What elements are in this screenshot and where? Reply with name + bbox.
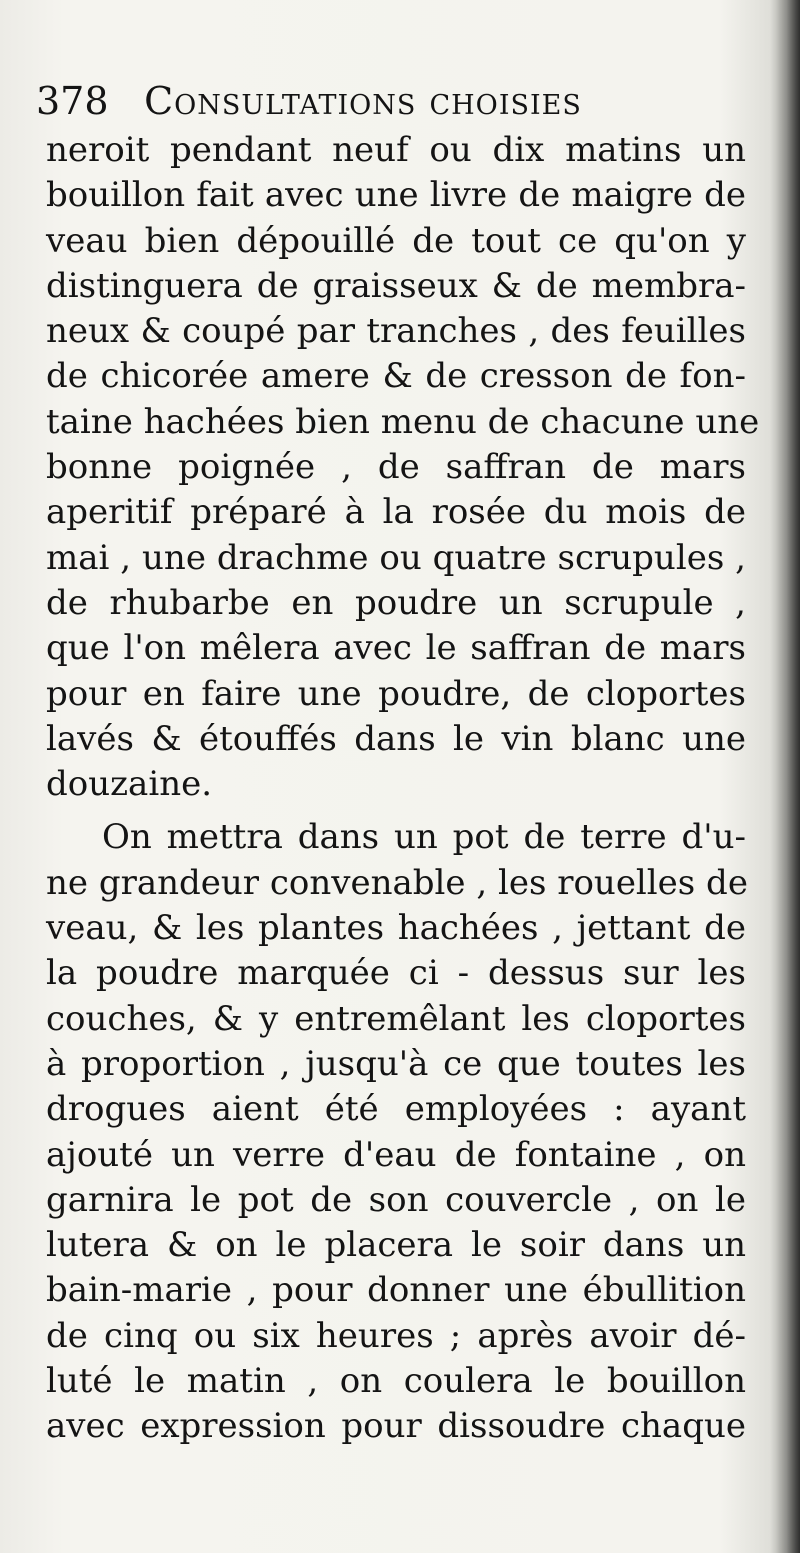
text-line: garnira le pot de son couvercle , on le <box>46 1179 746 1220</box>
text-line: de rhubarbe en poudre un scrupule , <box>46 582 746 623</box>
text-line: taine hachées bien menu de chacune une <box>46 401 760 442</box>
paragraph-2 <box>46 815 746 1449</box>
page-header <box>36 76 736 126</box>
text-line: bain-marie , pour donner une ébullition <box>46 1270 746 1311</box>
text-line: avec expression pour dissoudre chaque <box>46 1406 746 1447</box>
text-line: de chicorée amere & de cresson de fon- <box>46 356 746 397</box>
text-line: neroit pendant neuf ou dix matins un <box>46 130 746 170</box>
text-line: la poudre marquée ci - dessus sur les <box>46 953 746 994</box>
text-line: que l'on mêlera avec le saffran de mars <box>46 628 746 669</box>
text-line: aperitif préparé à la rosée du mois de <box>46 492 746 533</box>
text-line: luté le matin , on coulera le bouillon <box>46 1361 746 1402</box>
text-line: ajouté un verre d'eau de fontaine , on <box>46 1134 746 1175</box>
text-line: veau bien dépouillé de tout ce qu'on y <box>46 220 746 261</box>
text-line: de cinq ou six heures ; après avoir dé- <box>46 1315 746 1356</box>
running-title: Consultations choisies <box>144 79 582 123</box>
page-number: 378 <box>36 79 109 123</box>
paragraph-1 <box>46 128 760 807</box>
text-line: veau, & les plantes hachées , jettant de <box>46 908 746 949</box>
paragraph-gap <box>46 807 746 815</box>
text-line: On mettra dans un pot de terre d'u- <box>102 817 746 858</box>
text-line: à proportion , jusqu'à ce que toutes les <box>46 1043 746 1084</box>
text-line: bonne poignée , de saffran de mars <box>46 447 746 488</box>
text-line: pour en faire une poudre, de cloportes <box>46 673 746 714</box>
text-line: lavés & étouffés dans le vin blanc une <box>46 718 746 759</box>
text-line: ne grandeur convenable , les rouelles de <box>46 862 748 903</box>
page-binding-shadow <box>770 0 800 1553</box>
text-line: drogues aient été employées : ayant <box>46 1089 746 1130</box>
text-line: couches, & y entremêlant les cloportes <box>46 998 746 1039</box>
text-line: lutera & on le placera le soir dans un <box>46 1225 746 1266</box>
text-line: mai , une drachme ou quatre scrupules , <box>46 537 746 578</box>
text-line: neux & coupé par tranches , des feuilles <box>46 311 746 352</box>
text-line: douzaine. <box>46 764 213 805</box>
text-line: bouillon fait avec une livre de maigre de <box>46 175 746 216</box>
body-text <box>46 128 760 1450</box>
text-line: distinguera de graisseux & de membra- <box>46 265 746 306</box>
